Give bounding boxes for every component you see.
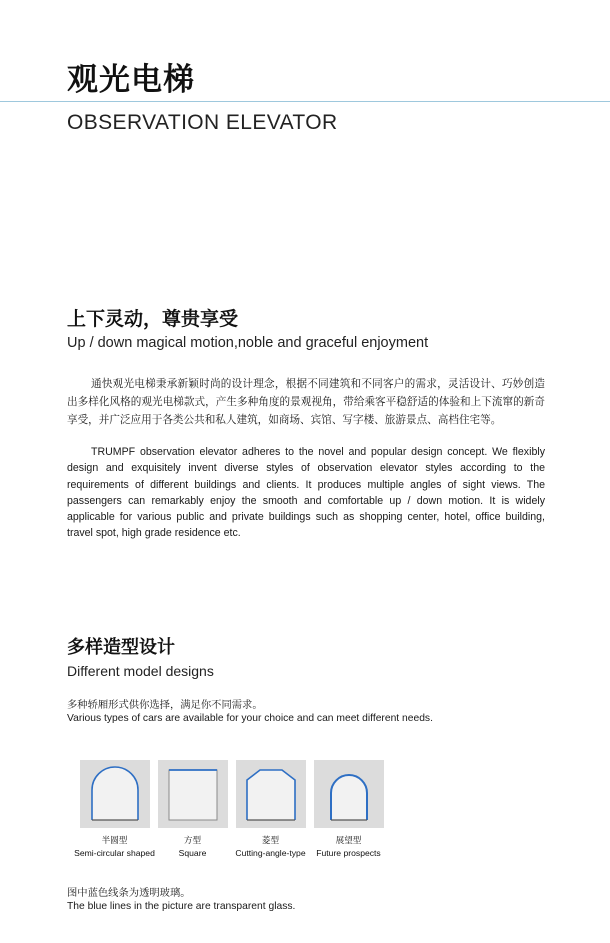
section2-subtitle-cn: 多种轿厢形式供你选择，满足你不同需求。	[67, 699, 263, 711]
section2-heading-en: Different model designs	[67, 663, 214, 679]
model-item	[74, 760, 155, 858]
section1-paragraph-cn: 通快观光电梯秉承新颖时尚的设计理念，根据不同建筑和不同客户的需求，灵活设计、巧妙创造出多样化风格的观光电梯款式，产生多种角度的景观视角，带给乘客平稳舒适的体验和上下流窜的新奇享受，并广泛应用于各类公共和私人建筑，如商场、宾馆、写字楼、旅游景点、高档住宅等。	[67, 378, 545, 426]
model-label-cn: 方型	[183, 836, 202, 846]
page-title-cn: 观光电梯	[67, 62, 195, 98]
model-label-en: Semi-circular shaped	[74, 848, 155, 858]
model-item	[155, 760, 230, 858]
model-diagram-square	[158, 760, 228, 828]
model-item	[233, 760, 308, 858]
section2-heading-cn: 多样造型设计	[67, 637, 175, 658]
footnote-cn: 图中蓝色线条为透明玻璃。	[67, 887, 191, 899]
model-diagram-semi-circular	[80, 760, 150, 828]
model-diagram-cutting-angle	[236, 760, 306, 828]
model-label-en: Square	[178, 848, 207, 858]
model-label-en: Cutting-angle-type	[235, 848, 306, 858]
future-prospects-car-icon	[314, 760, 384, 828]
section1-heading-en: Up / down magical motion,noble and graceful enjoyment	[67, 335, 429, 351]
footnote-en: The blue lines in the picture are transparent glass.	[67, 901, 296, 912]
model-label-cn: 半圆型	[101, 836, 128, 846]
model-label-en: Future prospects	[316, 848, 381, 858]
cutting-angle-car-icon	[236, 760, 306, 828]
model-gallery	[74, 760, 389, 858]
model-label-cn: 展望型	[335, 836, 362, 846]
header-divider	[0, 101, 610, 102]
model-diagram-future-prospects	[314, 760, 384, 828]
model-label-cn: 菱型	[261, 836, 280, 846]
section2-subtitle-en: Various types of cars are available for your choice and can meet different needs.	[67, 713, 433, 724]
page-title-en: OBSERVATION ELEVATOR	[67, 111, 338, 134]
section1-heading-cn: 上下灵动，尊贵享受	[67, 308, 239, 330]
semi-circular-car-icon	[80, 760, 150, 828]
section1-paragraph-en: TRUMPF observation elevator adheres to the novel and popular design concept. We flexibly design and exquisitely invent diverse styles of observation elevator styles according to the requirements of different buildings and clients. It produces multiple angles of sight views. The passengers can remarkably enjoy the smooth and comfortable up / down motion. It is widely applicable for various public and private buildings such as shopping center, hotel, office building, travel spot, high grade residence etc.	[67, 446, 545, 540]
model-item	[311, 760, 386, 858]
square-car-icon	[158, 760, 228, 828]
